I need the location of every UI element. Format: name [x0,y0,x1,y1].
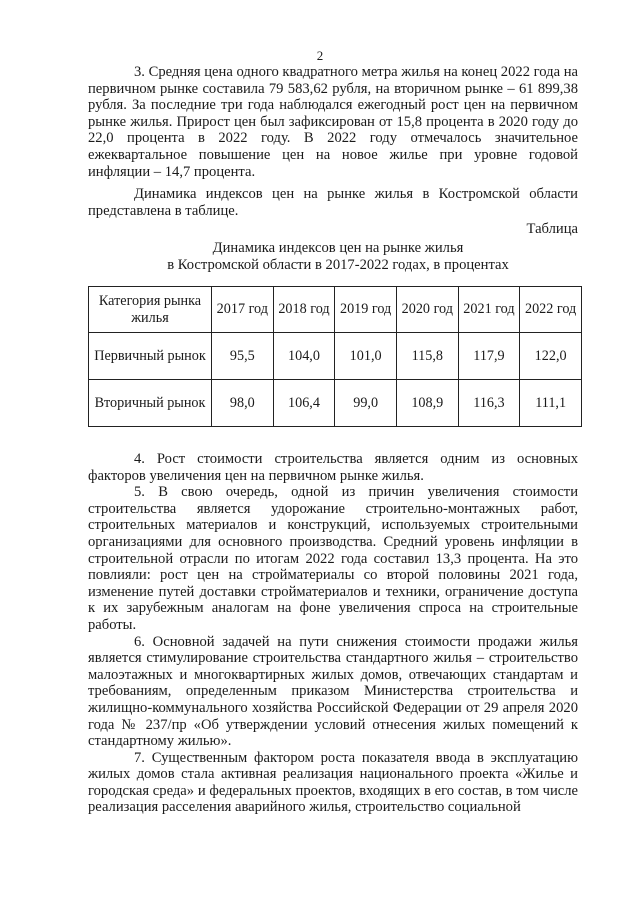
cell-secondary-2019: 99,0 [335,380,397,427]
cell-secondary-2022: 111,1 [520,380,582,427]
cell-primary-2022: 122,0 [520,333,582,380]
cell-secondary-2018: 106,4 [273,380,335,427]
cell-primary-2017: 95,5 [212,333,274,380]
paragraph-table-intro: Динамика индексов цен на рынке жилья в Костромской области представлена в таблице. [88,186,578,219]
table-title-line-2: в Костромской области в 2017-2022 годах, в процентах [167,257,509,273]
cell-primary-2020: 115,8 [396,333,458,380]
header-2020: 2020 год [396,287,458,333]
page-number: 2 [316,48,324,63]
table-row-primary [89,333,582,380]
header-category: Категория рынка жилья [89,287,212,333]
cell-secondary-2020: 108,9 [396,380,458,427]
cell-primary-2018: 104,0 [273,333,335,380]
paragraph-7: 7. Существенным фактором роста показателя ввода в эксплуатацию жилых домов стала активная реализация национального проекта «Жилье и городская среда» и федеральных проектов, входящих в его состав, в том числе реализация расселения аварийного жилья, строительство социальной [88,749,578,816]
header-2019: 2019 год [335,287,397,333]
paragraph-3: 3. Средняя цена одного квадратного метра жилья на конец 2022 года на первичном рынке составила 79 583,62 рубля, на вторичном рынке – 61 899,38 рубля. За последние три года наблюдался ежегодный рост цен на первичном рынке жилья. Прирост цен был зафиксирован от 15,8 процента в 2020 году до 22,0 процента в 2022 году. В 2022 году отмечалось значительное ежеквартальное повышение цен на новое жилье при уровне годовой инфляции – 14,7 процента. [88,64,578,180]
paragraph-4: 4. Рост стоимости строительства является одним из основных факторов увеличения цен на первичном рынке жилья. [88,451,578,484]
table-title [88,240,588,274]
cell-primary-2021: 117,9 [458,333,520,380]
cell-secondary-2017: 98,0 [212,380,274,427]
row-category-primary: Первичный рынок [89,333,212,380]
header-2017: 2017 год [212,287,274,333]
header-2021: 2021 год [458,287,520,333]
sections-4-7 [88,451,578,816]
table-header-row [89,287,582,333]
table-label: Таблица [526,221,578,237]
cell-secondary-2021: 116,3 [458,380,520,427]
paragraph-5: 5. В свою очередь, одной из причин увеличения стоимости строительства является удорожание строительно-монтажных работ, строительных материалов и конструкций, используемых строительными организациями для основного производства. Средний уровень инфляции в строительной отрасли по итогам 2022 года составил 13,3 процента. На это повлияли: рост цен на стройматериалы со второй половины 2021 года, изменение путей доставки стройматериалов и техники, ограничение доступа к их зарубежным аналогам на фоне увеличения спроса на строительные работы. [88,484,578,633]
header-2018: 2018 год [273,287,335,333]
price-index-table [88,286,582,427]
table-title-line-1: Динамика индексов цен на рынке жилья [212,240,464,256]
cell-primary-2019: 101,0 [335,333,397,380]
section-3 [88,64,578,180]
header-2022: 2022 год [520,287,582,333]
paragraph-6: 6. Основной задачей на пути снижения стоимости продажи жилья является стимулирование строительства стандартного жилья – строительство малоэтажных и многоквартирных жилых домов, отвечающих стандартам и требованиям, определенным приказом Министерства строительства и жилищно-коммунального хозяйства Российской Федерации от 29 апреля 2020 года № 237/пр «Об утверждении условий отнесения жилых помещений к стандартному жилью». [88,633,578,750]
row-category-secondary: Вторичный рынок [89,380,212,427]
table-row-secondary [89,380,582,427]
table-intro [88,186,578,219]
